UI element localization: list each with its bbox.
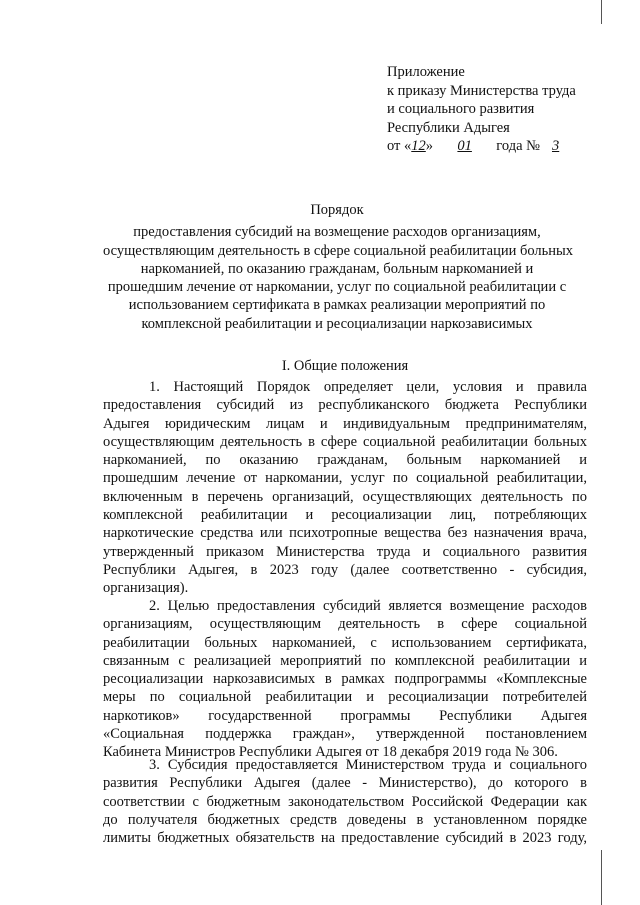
title-line: использованием сертификата в рамках реализации мероприятий по (128, 297, 546, 314)
date-month: 01 (457, 138, 472, 154)
paragraph-line: осуществляющим деятельность в сфере социальной реабилитации больных (103, 433, 587, 450)
section-heading: I. Общие положения (281, 358, 409, 374)
date-year-label: года № (492, 138, 544, 154)
paragraph-line: Адыгея юридическим лицам и индивидуальным предпринимателям, (103, 415, 587, 432)
paragraph-line: «Социальная поддержка граждан», утвержденной постановлением (103, 726, 587, 743)
title-line: предоставления субсидий на возмещение расходов организациям, (133, 224, 541, 241)
appendix-date-line (387, 137, 627, 156)
paragraph-line: предоставления субсидий из республиканского бюджета Республики (103, 397, 587, 414)
paragraph-line: лимиты бюджетных обязательств на предоставление субсидий в 2023 году, (103, 830, 587, 847)
paragraph-line: 2. Целью предоставления субсидий является возмещение расходов (149, 598, 587, 614)
appendix-title: Приложение (387, 64, 465, 80)
paragraph-line: соответствии с бюджетным законодательством Российской Федерации как (103, 793, 587, 810)
paragraph-line: организациям, осуществляющим деятельность в сфере социальной (103, 616, 587, 633)
paragraph-line: наркоманией, по оказанию гражданам, больным наркоманией и (103, 452, 587, 469)
paragraph-line: реабилитации больных наркоманией, с использованием сертификата, (103, 634, 587, 651)
paragraph-line: 1. Настоящий Порядок определяет цели, условия и правила (149, 379, 587, 395)
paragraph-line: включенным в перечень организаций, осуществляющих деятельность по (103, 488, 587, 505)
scan-edge-line (601, 0, 602, 24)
title-line: наркоманией, по оказанию гражданам, больным наркоманией и (140, 260, 534, 277)
paragraph-1 (103, 378, 587, 598)
paragraph-line: до получателя бюджетных средств доведены в установленном порядке (103, 811, 587, 828)
scan-edge-line (601, 850, 602, 905)
paragraph-2 (103, 597, 587, 762)
appendix-line: Республики Адыгея (387, 119, 510, 136)
title-heading: Порядок (310, 202, 364, 218)
paragraph-line: 3. Субсидия предоставляется Министерством труда и социального (149, 757, 587, 773)
paragraph-line: Республики Адыгея, в 2023 году (далее соответственно - субсидия, (103, 561, 587, 578)
date-day: 12 (411, 138, 426, 154)
title-line: прошедшим лечение от наркомании, услуг по социальной реабилитации с (107, 279, 567, 296)
paragraph-line: Кабинета Министров Республики Адыгея от 18 декабря 2019 года № 306. (103, 744, 558, 761)
paragraph-line: меры по социальной реабилитации и ресоциализации потребителей (103, 689, 587, 706)
appendix-line: к приказу Министерства труда (387, 82, 576, 99)
paragraph-line: комплексной реабилитации и ресоциализации лиц, потребляющих (103, 507, 587, 524)
paragraph-line: утвержденный приказом Министерства труда и социального развития (103, 543, 587, 560)
paragraph-line: развития Республики Адыгея (далее - Министерство), до которого в (103, 775, 587, 792)
order-number: 3 (551, 138, 560, 154)
paragraph-line: организация). (103, 580, 189, 597)
appendix-line: и социального развития (387, 101, 535, 117)
date-prefix: от « (387, 138, 412, 154)
date-mid: » (425, 138, 437, 154)
paragraph-line: наркотиков» государственной программы Республики Адыгея (103, 707, 587, 724)
document-title (103, 201, 574, 333)
paragraph-line: прошедшим лечение от наркомании, услуг по социальной реабилитации, (103, 470, 587, 487)
paragraph-line: наркотические средства или психотропные вещества без назначения врача, (103, 525, 587, 542)
title-line: осуществляющим деятельность в сфере социальной реабилитации больных (103, 242, 574, 259)
appendix-block (387, 63, 627, 156)
paragraph-3 (103, 756, 587, 847)
title-line: комплексной реабилитации и ресоциализации наркозависимых (141, 315, 533, 332)
paragraph-line: ресоциализации наркозависимых в рамках подпрограммы «Комплексные (103, 671, 587, 688)
paragraph-line: связанным с реализацией мероприятий по комплексной реабилитации и (103, 652, 587, 669)
